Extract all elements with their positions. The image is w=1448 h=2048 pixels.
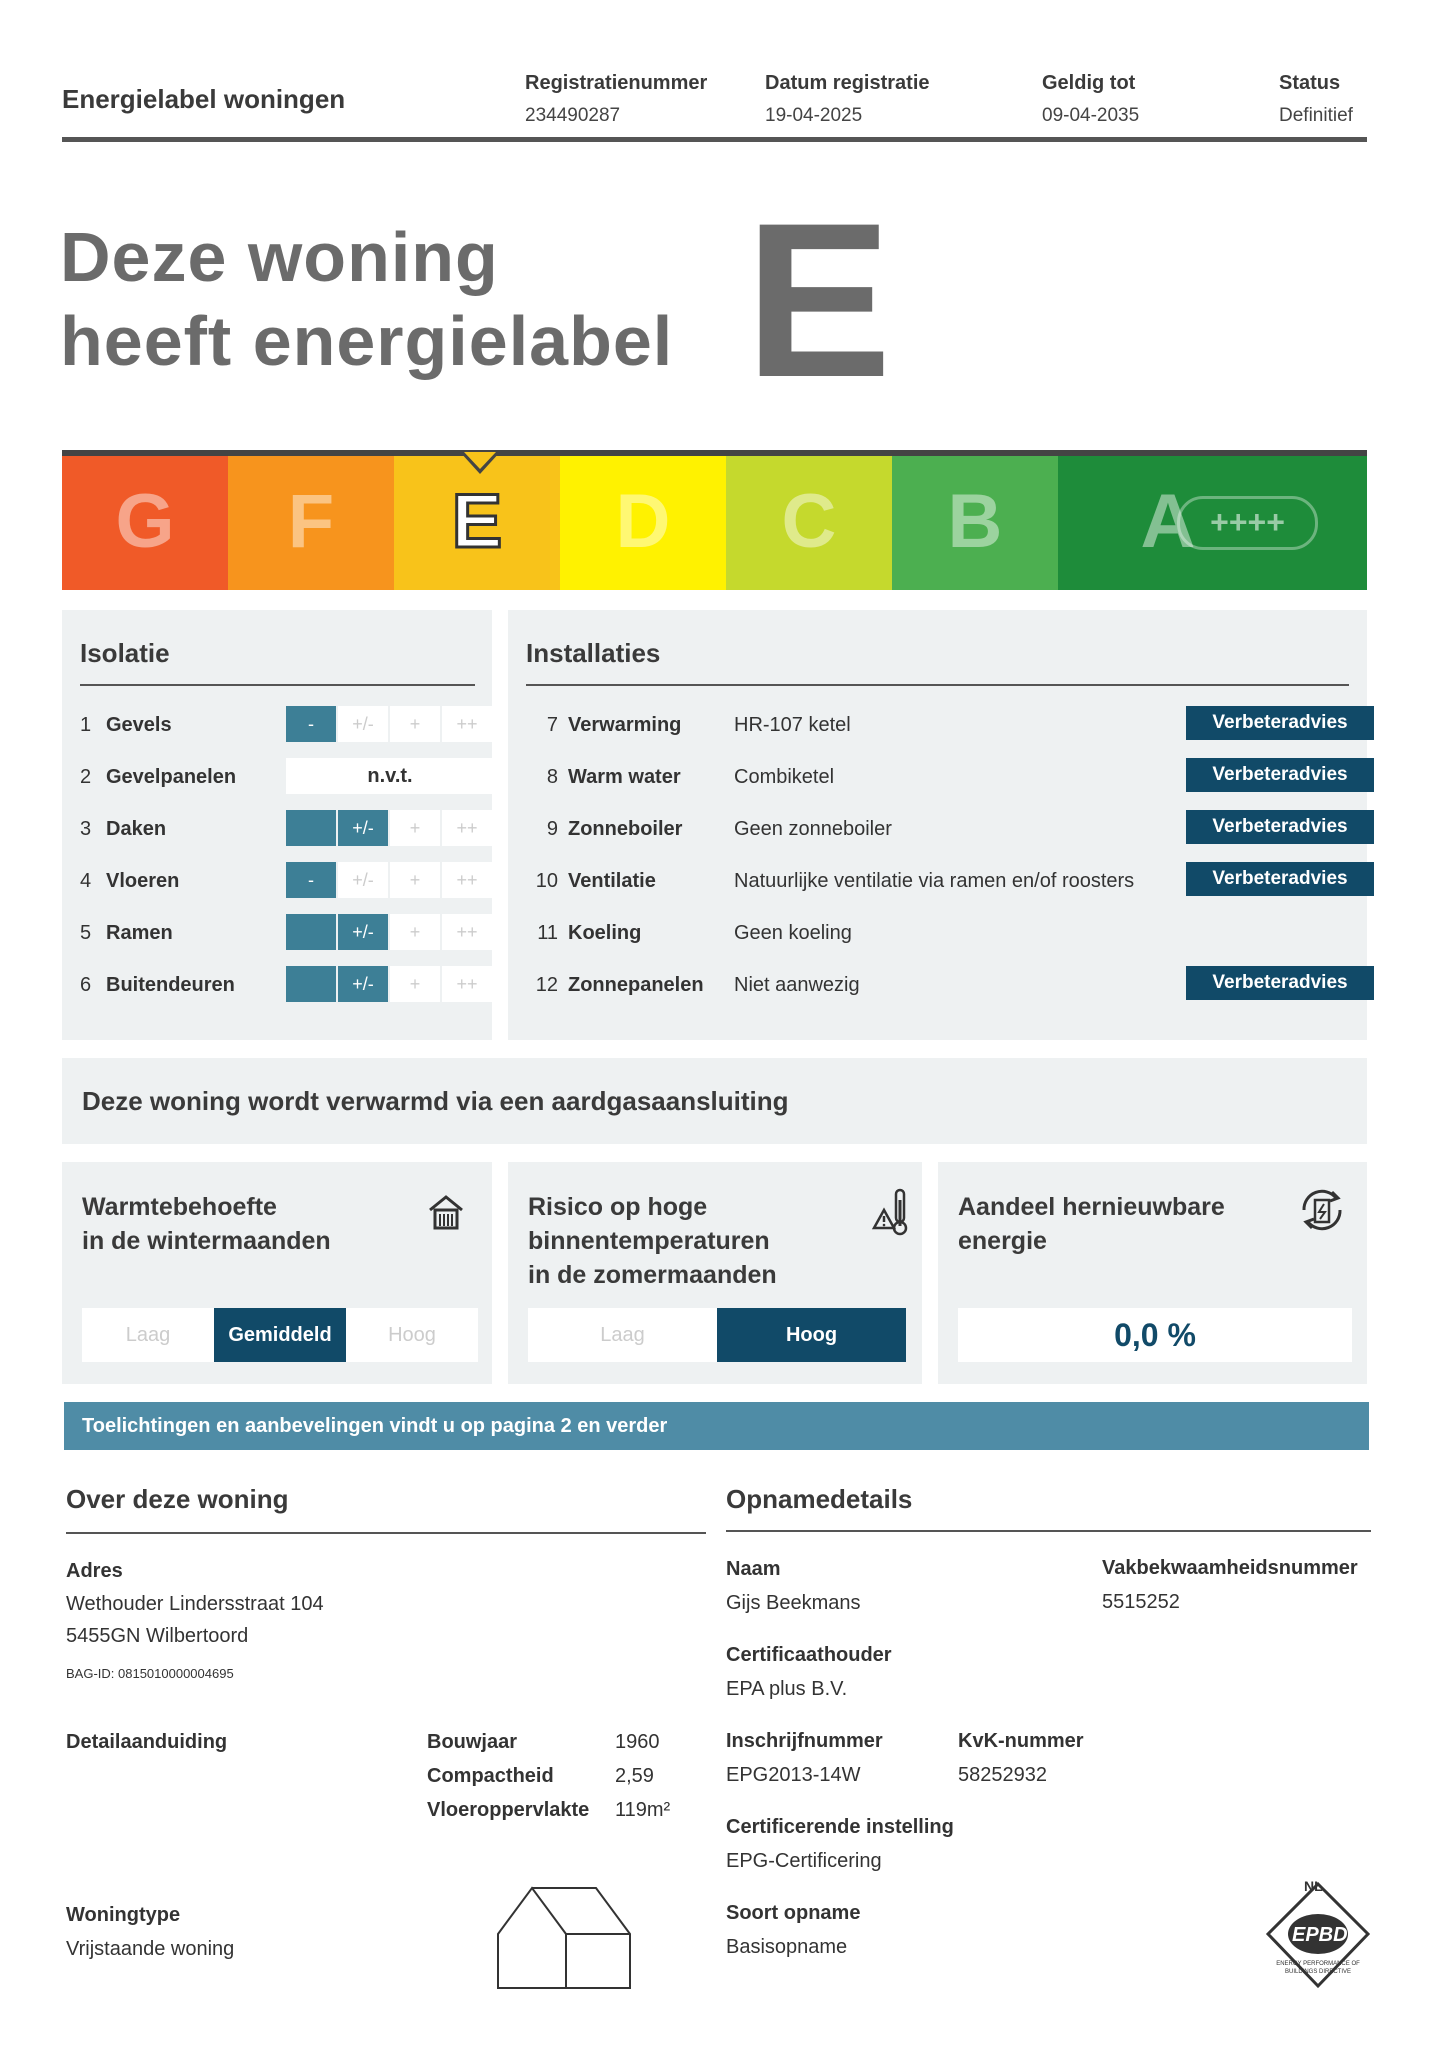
kvk-value: 58252932 xyxy=(958,1764,1047,1786)
isolatie-scale xyxy=(286,706,496,742)
scale-letter-e: E xyxy=(451,479,503,564)
scale-cell xyxy=(286,914,336,950)
instelling-label: Certificerende instelling xyxy=(726,1816,954,1838)
compact-label: Compactheid xyxy=(427,1765,554,1787)
woning-rule xyxy=(66,1532,706,1534)
verbeteradvies-button[interactable]: Verbeteradvies xyxy=(1186,706,1374,740)
document-title: Energielabel woningen xyxy=(62,84,346,114)
row-number: 4 xyxy=(80,870,92,892)
installatie-row xyxy=(526,862,1366,898)
installatie-row xyxy=(526,966,1366,1002)
scale-top-border xyxy=(62,450,1367,456)
installaties-title: Installaties xyxy=(526,638,661,668)
risico-option-laag: Laag xyxy=(528,1308,717,1362)
scale-cell: +/- xyxy=(338,862,388,898)
naam-label: Naam xyxy=(726,1558,781,1580)
row-number: 8 xyxy=(546,766,558,788)
scale-cell: +/- xyxy=(338,810,388,846)
row-value: Combiketel xyxy=(734,766,835,788)
datum-registratie: Datum registratie 19-04-2025 xyxy=(765,72,930,126)
risico-option-hoog: Hoog xyxy=(717,1308,906,1362)
geldig-tot: Geldig tot 09-04-2035 xyxy=(1042,72,1140,126)
warmtebehoefte-title: Warmtebehoefte in de wintermaanden xyxy=(82,1193,331,1255)
isolatie-title: Isolatie xyxy=(80,638,170,668)
row-number: 6 xyxy=(80,974,92,996)
woning-title: Over deze woning xyxy=(66,1484,289,1514)
row-name: Zonnepanelen xyxy=(568,974,704,996)
isolatie-row xyxy=(80,810,500,846)
warmte-option-hoog: Hoog xyxy=(346,1308,478,1362)
row-name: Zonneboiler xyxy=(568,818,683,840)
scale-cell: +/- xyxy=(338,914,388,950)
woningtype-value: Vrijstaande woning xyxy=(66,1938,235,1960)
scale-cell: ++ xyxy=(442,706,492,742)
row-name: Buitendeuren xyxy=(106,974,235,996)
scale-cell xyxy=(286,966,336,1002)
compact-value: 2,59 xyxy=(615,1765,654,1787)
row-number: 7 xyxy=(546,714,558,736)
isolatie-scale xyxy=(286,810,496,846)
installatie-row xyxy=(526,758,1366,794)
detached-house-icon xyxy=(496,1884,632,1990)
warmte-option-laag: Laag xyxy=(82,1308,214,1362)
renewable-energy-icon xyxy=(1294,1182,1350,1238)
isolatie-scale xyxy=(286,862,496,898)
row-number: 3 xyxy=(80,818,92,840)
bouwjaar-value: 1960 xyxy=(615,1731,660,1753)
adres-line1: Wethouder Lindersstraat 104 xyxy=(66,1593,324,1615)
scale-cell: + xyxy=(390,706,440,742)
scale-cell: +/- xyxy=(338,706,388,742)
verbeteradvies-button[interactable]: Verbeteradvies xyxy=(1186,862,1374,896)
row-number: 10 xyxy=(535,870,558,892)
row-name: Vloeren xyxy=(106,870,180,892)
isolatie-row xyxy=(80,706,500,742)
aandeel-value: 0,0 % xyxy=(958,1308,1352,1362)
bouwjaar-label: Bouwjaar xyxy=(427,1731,518,1753)
hero-label-letter: E xyxy=(745,177,892,423)
row-name: Ramen xyxy=(106,922,173,944)
scale-cell xyxy=(286,810,336,846)
risico-title: Risico op hoge binnentemperaturen in de zomermaanden xyxy=(528,1193,777,1289)
verbeteradvies-button[interactable]: Verbeteradvies xyxy=(1186,758,1374,792)
row-name: Warm water xyxy=(568,766,681,788)
energy-scale xyxy=(62,450,1367,590)
status: Status Definitief xyxy=(1279,72,1353,126)
verbeteradvies-button[interactable]: Verbeteradvies xyxy=(1186,966,1374,1000)
inschr-value: EPG2013-14W xyxy=(726,1764,861,1786)
scale-letter-g: G xyxy=(115,479,175,564)
isolatie-panel xyxy=(62,610,492,1040)
cert-label: Certificaathouder xyxy=(726,1644,892,1666)
row-name: Daken xyxy=(106,818,167,840)
scale-cell: + xyxy=(390,914,440,950)
isolatie-scale xyxy=(286,914,496,950)
cert-value: EPA plus B.V. xyxy=(726,1678,848,1700)
opname-rule xyxy=(726,1530,1371,1532)
row-number: 11 xyxy=(537,922,558,944)
scale-letter-b: B xyxy=(947,479,1003,564)
heating-panel xyxy=(62,1058,1367,1144)
a-plus-badge: ++++ xyxy=(1177,496,1318,550)
warmtebehoefte-scale xyxy=(82,1308,478,1362)
installatie-row xyxy=(526,914,1366,950)
row-value: Geen koeling xyxy=(734,922,852,944)
row-value: Natuurlijke ventilatie via ramen en/of roosters xyxy=(734,870,1135,892)
vak-label: Vakbekwaamheidsnummer xyxy=(1102,1557,1358,1579)
row-number: 12 xyxy=(535,974,558,996)
scale-segment-g xyxy=(62,450,228,590)
risico-card xyxy=(508,1162,922,1384)
row-number: 2 xyxy=(80,766,92,788)
kvk-label: KvK-nummer xyxy=(958,1730,1084,1752)
aandeel-title: Aandeel hernieuwbare energie xyxy=(958,1193,1225,1255)
soort-label: Soort opname xyxy=(726,1902,861,1924)
epbd-ring-text: ENERGY PERFORMANCE OF BUILDINGS DIRECTIVE xyxy=(1276,1961,1360,1975)
row-number: 5 xyxy=(80,922,92,944)
scale-cell: + xyxy=(390,810,440,846)
house-heater-icon xyxy=(426,1192,466,1232)
row-value: HR-107 ketel xyxy=(734,714,851,736)
inschr-label: Inschrijfnummer xyxy=(726,1730,883,1752)
warmtebehoefte-card xyxy=(62,1162,492,1384)
info-banner: Toelichtingen en aanbevelingen vindt u op pagina 2 en verder xyxy=(64,1402,1369,1450)
scale-cell: - xyxy=(286,706,336,742)
adres-label: Adres xyxy=(66,1560,123,1582)
opname-title: Opnamedetails xyxy=(726,1484,913,1514)
adres-line2: 5455GN Wilbertoord xyxy=(66,1625,249,1647)
scale-letter-d: D xyxy=(615,479,671,564)
scale-cell: + xyxy=(390,966,440,1002)
epbd-nl: NL xyxy=(1304,1878,1323,1894)
installaties-panel xyxy=(508,610,1367,1040)
epbd-text: EPBD xyxy=(1292,1924,1348,1946)
row-name: Koeling xyxy=(568,922,642,944)
row-name: Gevelpanelen xyxy=(106,766,237,788)
row-name: Verwarming xyxy=(568,714,682,736)
hero-title: Deze woning heeft energielabel xyxy=(60,218,674,380)
scale-cell: ++ xyxy=(442,862,492,898)
verbeteradvies-button[interactable]: Verbeteradvies xyxy=(1186,810,1374,844)
scale-cell: +/- xyxy=(338,966,388,1002)
isolatie-row xyxy=(80,862,500,898)
row-number: 1 xyxy=(80,714,92,736)
scale-segment-d xyxy=(560,450,726,590)
bag-id: BAG-ID: 0815010000004695 xyxy=(66,1666,234,1681)
isolatie-scale xyxy=(286,966,496,1002)
vloer-value: 119m² xyxy=(615,1799,671,1821)
naam-value: Gijs Beekmans xyxy=(726,1592,861,1614)
scale-letter-a: A xyxy=(1140,479,1196,564)
isolatie-row xyxy=(80,966,500,1002)
isolatie-row xyxy=(80,758,500,794)
heating-text: Deze woning wordt verwarmd via een aardgasaansluiting xyxy=(82,1086,789,1116)
scale-letter-c: C xyxy=(781,479,837,564)
registratienummer: Registratienummer 234490287 xyxy=(525,72,708,126)
soort-value: Basisopname xyxy=(726,1936,848,1958)
installatie-row xyxy=(526,810,1366,846)
row-name: Gevels xyxy=(106,714,172,736)
row-number: 9 xyxy=(546,818,558,840)
thermometer-warning-icon xyxy=(870,1186,910,1238)
row-value: Geen zonneboiler xyxy=(734,818,892,840)
selected-pointer-inner xyxy=(464,452,496,469)
detail-label: Detailaanduiding xyxy=(66,1731,228,1753)
epbd-logo xyxy=(1258,1876,1378,1996)
row-value: Niet aanwezig xyxy=(734,974,860,996)
scale-cell: + xyxy=(390,862,440,898)
scale-cell: ++ xyxy=(442,810,492,846)
vloer-label: Vloeroppervlakte xyxy=(427,1799,590,1821)
warmte-option-gemiddeld: Gemiddeld xyxy=(214,1308,346,1362)
instelling-value: EPG-Certificering xyxy=(726,1850,882,1872)
isolatie-rule xyxy=(80,684,475,686)
risico-scale xyxy=(528,1308,906,1362)
isolatie-row xyxy=(80,914,500,950)
scale-segment-f xyxy=(228,450,394,590)
scale-segment-c xyxy=(726,450,892,590)
isolatie-scale xyxy=(286,758,496,794)
woningtype-label: Woningtype xyxy=(66,1904,181,1926)
installaties-rule xyxy=(526,684,1349,686)
scale-cell: ++ xyxy=(442,966,492,1002)
nvt-cell: n.v.t. xyxy=(286,758,494,794)
header-divider xyxy=(62,137,1367,142)
scale-letter-f: F xyxy=(287,479,335,564)
vak-value: 5515252 xyxy=(1102,1591,1180,1613)
installatie-row xyxy=(526,706,1366,742)
scale-cell: - xyxy=(286,862,336,898)
scale-cell: ++ xyxy=(442,914,492,950)
aandeel-card xyxy=(938,1162,1367,1384)
row-name: Ventilatie xyxy=(568,870,656,892)
scale-segment-b xyxy=(892,450,1058,590)
